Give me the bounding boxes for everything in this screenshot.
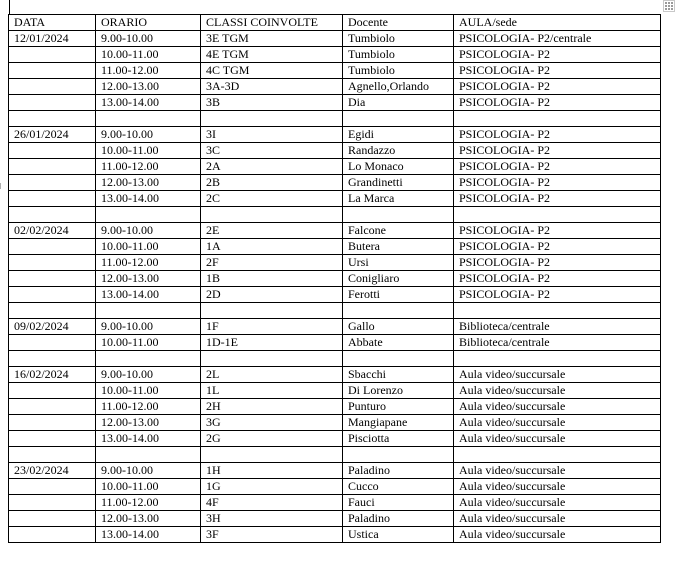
cell-aula[interactable]: PSICOLOGIA- P2/centrale bbox=[454, 31, 661, 47]
cell-orario[interactable]: 13.00-14.00 bbox=[96, 527, 201, 543]
cell-classi[interactable]: 1B bbox=[201, 271, 343, 287]
cell-classi[interactable]: 4C TGM bbox=[201, 63, 343, 79]
cell-orario[interactable]: 11.00-12.00 bbox=[96, 255, 201, 271]
cell-orario[interactable]: 12.00-13.00 bbox=[96, 79, 201, 95]
cell-aula[interactable]: Aula video/succursale bbox=[454, 367, 661, 383]
cell-data[interactable] bbox=[9, 159, 96, 175]
cell-aula[interactable]: PSICOLOGIA- P2 bbox=[454, 191, 661, 207]
table-row bbox=[9, 303, 661, 319]
cell-classi[interactable]: 1L bbox=[201, 383, 343, 399]
cell-orario[interactable]: 13.00-14.00 bbox=[96, 287, 201, 303]
table-row bbox=[9, 511, 661, 527]
cell-aula[interactable]: Aula video/succursale bbox=[454, 383, 661, 399]
header-docente[interactable]: Docente bbox=[343, 15, 454, 31]
table-row bbox=[9, 271, 661, 287]
cell-orario[interactable]: 12.00-13.00 bbox=[96, 271, 201, 287]
cell-classi[interactable]: 3H bbox=[201, 511, 343, 527]
cell-aula[interactable]: Biblioteca/centrale bbox=[454, 335, 661, 351]
cell-orario[interactable] bbox=[96, 447, 201, 463]
cell-orario[interactable]: 10.00-11.00 bbox=[96, 479, 201, 495]
cell-classi[interactable]: 4E TGM bbox=[201, 47, 343, 63]
cell-classi[interactable]: 1F bbox=[201, 319, 343, 335]
cell-docente[interactable]: Cucco bbox=[343, 479, 454, 495]
cell-data[interactable]: 12/01/2024 bbox=[9, 31, 96, 47]
cell-orario[interactable] bbox=[96, 351, 201, 367]
cell-aula[interactable] bbox=[454, 447, 661, 463]
cell-data[interactable] bbox=[9, 191, 96, 207]
cell-aula[interactable]: PSICOLOGIA- P2 bbox=[454, 159, 661, 175]
cell-data[interactable] bbox=[9, 495, 96, 511]
cell-classi[interactable]: 3F bbox=[201, 527, 343, 543]
table-row bbox=[9, 223, 661, 239]
cell-orario[interactable]: 10.00-11.00 bbox=[96, 383, 201, 399]
cell-data[interactable] bbox=[9, 239, 96, 255]
cell-orario[interactable] bbox=[96, 207, 201, 223]
cell-aula[interactable]: PSICOLOGIA- P2 bbox=[454, 287, 661, 303]
cell-data[interactable] bbox=[9, 415, 96, 431]
cell-orario[interactable]: 10.00-11.00 bbox=[96, 47, 201, 63]
cell-docente[interactable]: Gallo bbox=[343, 319, 454, 335]
page-edge-marker bbox=[0, 183, 4, 189]
cell-classi[interactable]: 4F bbox=[201, 495, 343, 511]
cell-classi[interactable]: 2C bbox=[201, 191, 343, 207]
cell-orario[interactable]: 12.00-13.00 bbox=[96, 511, 201, 527]
cell-data[interactable] bbox=[9, 351, 96, 367]
table-row bbox=[9, 31, 661, 47]
table-row bbox=[9, 319, 661, 335]
cell-data[interactable]: 02/02/2024 bbox=[9, 223, 96, 239]
table-row bbox=[9, 159, 661, 175]
cell-data[interactable]: 26/01/2024 bbox=[9, 127, 96, 143]
table-row bbox=[9, 175, 661, 191]
cell-classi[interactable]: 3I bbox=[201, 127, 343, 143]
cell-aula[interactable]: PSICOLOGIA- P2 bbox=[454, 175, 661, 191]
cell-orario[interactable]: 9.00-10.00 bbox=[96, 367, 201, 383]
cell-docente[interactable]: Agnello,Orlando bbox=[343, 79, 454, 95]
table-row bbox=[9, 527, 661, 543]
cell-docente[interactable]: Sbacchi bbox=[343, 367, 454, 383]
table-row bbox=[9, 79, 661, 95]
cell-docente[interactable]: Conigliaro bbox=[343, 271, 454, 287]
cell-docente[interactable]: Paladino bbox=[343, 463, 454, 479]
cell-aula[interactable]: PSICOLOGIA- P2 bbox=[454, 223, 661, 239]
cell-docente[interactable]: Ferotti bbox=[343, 287, 454, 303]
table-row bbox=[9, 111, 661, 127]
cell-docente[interactable]: Egidi bbox=[343, 127, 454, 143]
cell-docente[interactable]: Grandinetti bbox=[343, 175, 454, 191]
cell-data[interactable] bbox=[9, 63, 96, 79]
cell-docente[interactable]: Di Lorenzo bbox=[343, 383, 454, 399]
table-row bbox=[9, 335, 661, 351]
cell-aula[interactable]: PSICOLOGIA- P2 bbox=[454, 95, 661, 111]
cell-classi[interactable]: 1D-1E bbox=[201, 335, 343, 351]
cell-data[interactable] bbox=[9, 95, 96, 111]
cell-aula[interactable]: Aula video/succursale bbox=[454, 431, 661, 447]
cell-aula[interactable]: PSICOLOGIA- P2 bbox=[454, 47, 661, 63]
cell-classi[interactable]: 1H bbox=[201, 463, 343, 479]
cell-aula[interactable]: Aula video/succursale bbox=[454, 495, 661, 511]
cell-data[interactable] bbox=[9, 143, 96, 159]
cell-aula[interactable]: PSICOLOGIA- P2 bbox=[454, 239, 661, 255]
cell-classi[interactable]: 3A-3D bbox=[201, 79, 343, 95]
cell-docente[interactable]: Falcone bbox=[343, 223, 454, 239]
cell-orario[interactable]: 12.00-13.00 bbox=[96, 415, 201, 431]
table-row bbox=[9, 255, 661, 271]
cell-orario[interactable]: 9.00-10.00 bbox=[96, 31, 201, 47]
table-row bbox=[9, 239, 661, 255]
table-row bbox=[9, 207, 661, 223]
cell-orario[interactable]: 10.00-11.00 bbox=[96, 143, 201, 159]
header-data[interactable]: DATA bbox=[9, 15, 96, 31]
cell-classi[interactable]: 1A bbox=[201, 239, 343, 255]
cell-classi[interactable]: 2A bbox=[201, 159, 343, 175]
cell-docente[interactable]: Butera bbox=[343, 239, 454, 255]
cell-data[interactable]: 23/02/2024 bbox=[9, 463, 96, 479]
cell-docente[interactable]: Dia bbox=[343, 95, 454, 111]
cell-orario[interactable]: 9.00-10.00 bbox=[96, 223, 201, 239]
table-row bbox=[9, 479, 661, 495]
table-row bbox=[9, 47, 661, 63]
cell-docente[interactable]: Lo Monaco bbox=[343, 159, 454, 175]
cell-aula[interactable]: PSICOLOGIA- P2 bbox=[454, 127, 661, 143]
cell-docente[interactable]: Mangiapane bbox=[343, 415, 454, 431]
header-aula[interactable]: AULA/sede bbox=[454, 15, 661, 31]
cell-data[interactable] bbox=[9, 255, 96, 271]
cell-aula[interactable]: PSICOLOGIA- P2 bbox=[454, 79, 661, 95]
cell-data[interactable] bbox=[9, 479, 96, 495]
cell-orario[interactable]: 9.00-10.00 bbox=[96, 319, 201, 335]
cell-aula[interactable]: PSICOLOGIA- P2 bbox=[454, 143, 661, 159]
cell-data[interactable] bbox=[9, 287, 96, 303]
cell-aula[interactable] bbox=[454, 303, 661, 319]
cell-aula[interactable]: Aula video/succursale bbox=[454, 463, 661, 479]
cell-docente[interactable] bbox=[343, 111, 454, 127]
cell-orario[interactable]: 12.00-13.00 bbox=[96, 175, 201, 191]
cell-data[interactable] bbox=[9, 447, 96, 463]
cell-docente[interactable]: Tumbiolo bbox=[343, 31, 454, 47]
table-row bbox=[9, 367, 661, 383]
cell-classi[interactable] bbox=[201, 207, 343, 223]
cell-orario[interactable]: 13.00-14.00 bbox=[96, 95, 201, 111]
table-row bbox=[9, 431, 661, 447]
cell-classi[interactable]: 2F bbox=[201, 255, 343, 271]
cell-classi[interactable] bbox=[201, 303, 343, 319]
cell-data[interactable] bbox=[9, 111, 96, 127]
cell-classi[interactable] bbox=[201, 447, 343, 463]
cell-classi[interactable]: 3B bbox=[201, 95, 343, 111]
cell-classi[interactable] bbox=[201, 111, 343, 127]
cell-aula[interactable]: Biblioteca/centrale bbox=[454, 319, 661, 335]
cell-data[interactable] bbox=[9, 511, 96, 527]
cell-classi[interactable]: 2H bbox=[201, 399, 343, 415]
cell-docente[interactable] bbox=[343, 303, 454, 319]
cell-data[interactable] bbox=[9, 303, 96, 319]
cell-data[interactable] bbox=[9, 335, 96, 351]
cell-aula[interactable]: Aula video/succursale bbox=[454, 527, 661, 543]
cell-classi[interactable]: 2E bbox=[201, 223, 343, 239]
cell-orario[interactable]: 10.00-11.00 bbox=[96, 239, 201, 255]
cell-data[interactable] bbox=[9, 47, 96, 63]
table-row bbox=[9, 463, 661, 479]
cell-classi[interactable]: 3C bbox=[201, 143, 343, 159]
schedule-table bbox=[8, 14, 661, 543]
cell-aula[interactable] bbox=[454, 351, 661, 367]
cell-orario[interactable]: 9.00-10.00 bbox=[96, 127, 201, 143]
cell-classi[interactable]: 2B bbox=[201, 175, 343, 191]
cell-aula[interactable] bbox=[454, 111, 661, 127]
cell-aula[interactable]: PSICOLOGIA- P2 bbox=[454, 63, 661, 79]
table-row bbox=[9, 95, 661, 111]
cell-data[interactable] bbox=[9, 527, 96, 543]
cell-docente[interactable]: Tumbiolo bbox=[343, 63, 454, 79]
cell-data[interactable] bbox=[9, 175, 96, 191]
cell-classi[interactable]: 2G bbox=[201, 431, 343, 447]
cell-aula[interactable]: PSICOLOGIA- P2 bbox=[454, 255, 661, 271]
cell-classi[interactable]: 2L bbox=[201, 367, 343, 383]
table-row bbox=[9, 383, 661, 399]
cell-data[interactable] bbox=[9, 79, 96, 95]
cell-docente[interactable] bbox=[343, 351, 454, 367]
cell-docente[interactable]: La Marca bbox=[343, 191, 454, 207]
table-move-handle-icon[interactable] bbox=[663, 0, 675, 12]
cell-docente[interactable]: Punturo bbox=[343, 399, 454, 415]
cell-docente[interactable] bbox=[343, 447, 454, 463]
cell-data[interactable] bbox=[9, 431, 96, 447]
cell-aula[interactable]: Aula video/succursale bbox=[454, 415, 661, 431]
table-row bbox=[9, 495, 661, 511]
cell-orario[interactable]: 11.00-12.00 bbox=[96, 495, 201, 511]
cell-docente[interactable] bbox=[343, 207, 454, 223]
cell-docente[interactable]: Ustica bbox=[343, 527, 454, 543]
table-row bbox=[9, 399, 661, 415]
cell-data[interactable] bbox=[9, 399, 96, 415]
cell-orario[interactable]: 11.00-12.00 bbox=[96, 159, 201, 175]
cell-classi[interactable]: 3E TGM bbox=[201, 31, 343, 47]
cell-aula[interactable]: Aula video/succursale bbox=[454, 479, 661, 495]
cell-orario[interactable]: 11.00-12.00 bbox=[96, 399, 201, 415]
cell-orario[interactable]: 11.00-12.00 bbox=[96, 63, 201, 79]
table-row bbox=[9, 287, 661, 303]
table-row bbox=[9, 351, 661, 367]
cell-aula[interactable]: Aula video/succursale bbox=[454, 511, 661, 527]
table-row bbox=[9, 191, 661, 207]
cell-orario[interactable]: 9.00-10.00 bbox=[96, 463, 201, 479]
cell-docente[interactable]: Randazzo bbox=[343, 143, 454, 159]
cell-aula[interactable]: Aula video/succursale bbox=[454, 399, 661, 415]
cell-aula[interactable]: PSICOLOGIA- P2 bbox=[454, 271, 661, 287]
table-header-row bbox=[9, 15, 661, 31]
cell-classi[interactable]: 1G bbox=[201, 479, 343, 495]
cell-orario[interactable]: 13.00-14.00 bbox=[96, 431, 201, 447]
cell-docente[interactable]: Abbate bbox=[343, 335, 454, 351]
cell-data[interactable] bbox=[9, 271, 96, 287]
header-classi[interactable]: CLASSI COINVOLTE bbox=[201, 15, 343, 31]
cell-orario[interactable] bbox=[96, 111, 201, 127]
cell-docente[interactable]: Pisciotta bbox=[343, 431, 454, 447]
cell-docente[interactable]: Ursi bbox=[343, 255, 454, 271]
table-row bbox=[9, 415, 661, 431]
cell-aula[interactable] bbox=[454, 207, 661, 223]
cell-orario[interactable]: 10.00-11.00 bbox=[96, 335, 201, 351]
cell-docente[interactable]: Paladino bbox=[343, 511, 454, 527]
table-row bbox=[9, 447, 661, 463]
cell-orario[interactable] bbox=[96, 303, 201, 319]
cell-classi[interactable]: 2D bbox=[201, 287, 343, 303]
table-row bbox=[9, 63, 661, 79]
cell-data[interactable] bbox=[9, 383, 96, 399]
cell-data[interactable]: 09/02/2024 bbox=[9, 319, 96, 335]
cell-data[interactable] bbox=[9, 207, 96, 223]
cell-data[interactable]: 16/02/2024 bbox=[9, 367, 96, 383]
table-row bbox=[9, 143, 661, 159]
cell-docente[interactable]: Fauci bbox=[343, 495, 454, 511]
header-orario[interactable]: ORARIO bbox=[96, 15, 201, 31]
cell-docente[interactable]: Tumbiolo bbox=[343, 47, 454, 63]
text-cursor bbox=[9, 0, 10, 14]
cell-classi[interactable]: 3G bbox=[201, 415, 343, 431]
cell-classi[interactable] bbox=[201, 351, 343, 367]
cell-orario[interactable]: 13.00-14.00 bbox=[96, 191, 201, 207]
table-row bbox=[9, 127, 661, 143]
